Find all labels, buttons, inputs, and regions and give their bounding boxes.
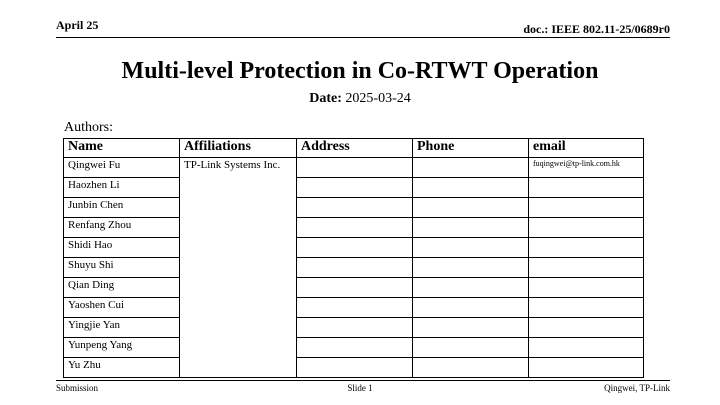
author-phone	[413, 298, 529, 318]
author-address	[297, 258, 413, 278]
author-phone	[413, 278, 529, 298]
footer-divider	[56, 380, 670, 381]
author-phone	[413, 238, 529, 258]
author-name: Renfang Zhou	[64, 218, 180, 238]
footer-submission: Submission	[56, 383, 99, 393]
author-email: fuqingwei@tp-link.com.hk	[529, 158, 644, 178]
date-value: 2025-03-24	[345, 91, 411, 106]
author-address	[297, 298, 413, 318]
author-email	[529, 238, 644, 258]
table-row	[64, 198, 644, 218]
author-name: Qian Ding	[64, 278, 180, 298]
author-affiliation	[180, 278, 297, 298]
author-email	[529, 258, 644, 278]
author-name: Yingjie Yan	[64, 318, 180, 338]
author-name: Yunpeng Yang	[64, 338, 180, 358]
author-email	[529, 218, 644, 238]
author-address	[297, 218, 413, 238]
table-row	[64, 178, 644, 198]
author-address	[297, 238, 413, 258]
table-row	[64, 298, 644, 318]
header-divider	[56, 37, 670, 38]
author-email	[529, 198, 644, 218]
author-affiliation	[180, 198, 297, 218]
footer-slide-number: Slide 1	[347, 383, 373, 393]
author-rows	[64, 158, 644, 378]
author-phone	[413, 358, 529, 378]
author-name: Shuyu Shi	[64, 258, 180, 278]
author-affiliation	[180, 258, 297, 278]
author-phone	[413, 158, 529, 178]
author-phone	[413, 198, 529, 218]
author-name: Haozhen Li	[64, 178, 180, 198]
author-email	[529, 178, 644, 198]
author-phone	[413, 258, 529, 278]
author-address	[297, 278, 413, 298]
table-header-row	[64, 139, 644, 158]
author-address	[297, 318, 413, 338]
author-address	[297, 198, 413, 218]
table-row	[64, 258, 644, 278]
authors-label: Authors:	[64, 120, 113, 135]
author-email	[529, 338, 644, 358]
col-header-address: Address	[297, 139, 413, 158]
author-affiliation	[180, 218, 297, 238]
header-doc-id: doc.: IEEE 802.11-25/0689r0	[523, 22, 670, 36]
footer-author: Qingwei, TP-Link	[604, 383, 670, 393]
author-name: Qingwei Fu	[64, 158, 180, 178]
author-affiliation	[180, 178, 297, 198]
slide-date	[0, 91, 720, 107]
table-row	[64, 358, 644, 378]
date-label: Date:	[309, 91, 342, 106]
col-header-email: email	[529, 139, 644, 158]
table-row	[64, 318, 644, 338]
col-header-affiliations: Affiliations	[180, 139, 297, 158]
author-affiliation	[180, 318, 297, 338]
author-phone	[413, 338, 529, 358]
author-affiliation: TP-Link Systems Inc.	[180, 158, 297, 178]
author-name: Yaoshen Cui	[64, 298, 180, 318]
author-affiliation	[180, 298, 297, 318]
author-address	[297, 158, 413, 178]
author-affiliation	[180, 238, 297, 258]
col-header-phone: Phone	[413, 139, 529, 158]
authors-table	[63, 138, 644, 378]
author-address	[297, 358, 413, 378]
author-name: Shidi Hao	[64, 238, 180, 258]
table-row	[64, 278, 644, 298]
col-header-name: Name	[64, 139, 180, 158]
slide-title: Multi-level Protection in Co-RTWT Operation	[121, 58, 599, 84]
author-address	[297, 178, 413, 198]
author-address	[297, 338, 413, 358]
author-email	[529, 318, 644, 338]
table-row	[64, 338, 644, 358]
table-row	[64, 218, 644, 238]
author-phone	[413, 178, 529, 198]
author-phone	[413, 218, 529, 238]
author-phone	[413, 318, 529, 338]
author-email	[529, 298, 644, 318]
table-row	[64, 158, 644, 178]
author-email	[529, 278, 644, 298]
author-email	[529, 358, 644, 378]
author-affiliation	[180, 358, 297, 378]
author-name: Yu Zhu	[64, 358, 180, 378]
author-name: Junbin Chen	[64, 198, 180, 218]
author-affiliation	[180, 338, 297, 358]
header-date: April 25	[56, 18, 99, 32]
table-row	[64, 238, 644, 258]
